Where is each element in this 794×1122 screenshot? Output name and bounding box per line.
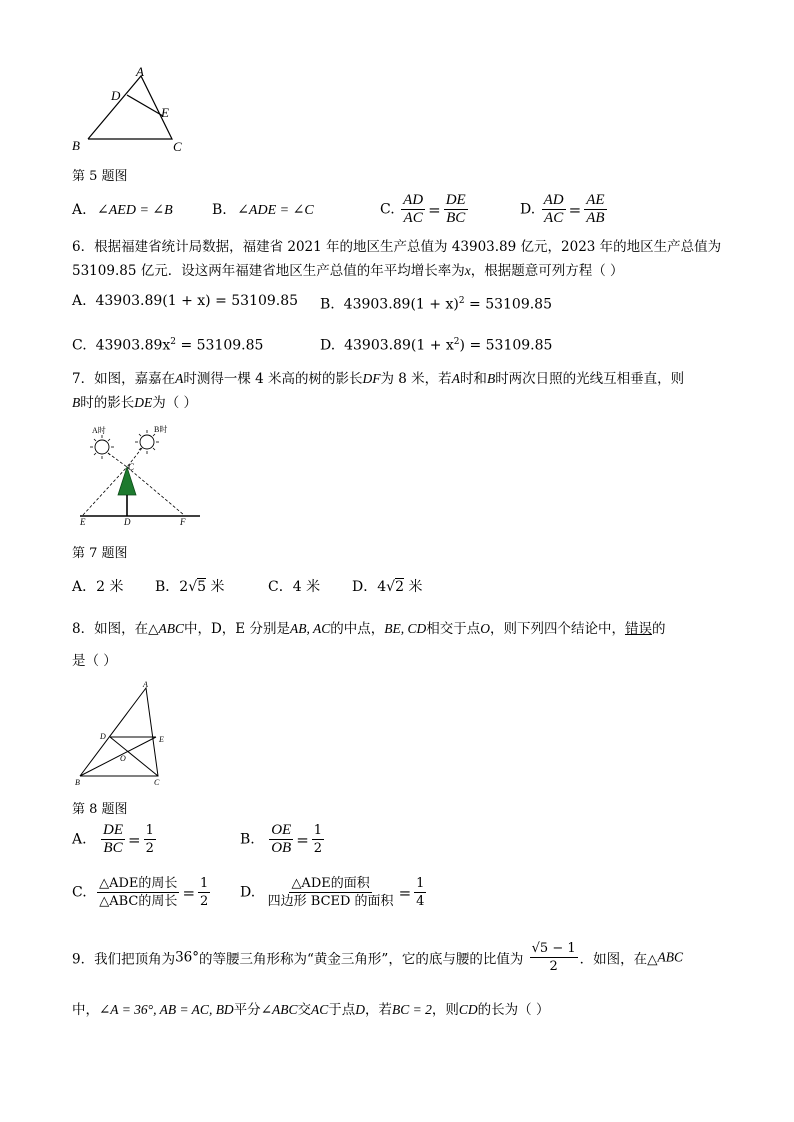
q7-label-C: C [128,462,135,472]
q7-ray-f [127,467,184,515]
q7-option-d: D．4√2 米 [352,579,423,595]
q8-label-O: O [120,754,126,763]
q8-stem-line1: 8．如图，在△ABC中，D，E 分别是AB, AC的中点，BE, CD相交于点O，则下列四个结论中，错误的 [72,621,666,637]
q5-option-c-frac1: $\frac{AD}{AC}$ [403,192,424,226]
q7-figure [70,420,210,530]
q8-label-B: B [75,778,80,787]
q5-label-A: A [136,64,144,79]
q6-option-c: C. $43903.89x^2 = 53109.85$ [72,337,264,354]
q8-figure [70,680,180,790]
q7-option-a: A．2 米 [72,579,124,595]
q7-label-F: F [180,517,186,527]
q8-label-E: E [159,735,164,744]
q5-caption: 第 5 题图 [72,169,128,184]
q8-option-a: A. $\frac{DE}{BC}$ = $\frac{1}{2}$ [72,822,154,856]
sun-a-icon [90,435,114,459]
q8-option-b: B. $\frac{OE}{OB}$ = $\frac{1}{2}$ [240,822,323,856]
q5-option-c-frac2: $\frac{DE}{BC}$ [445,192,466,226]
q6-stem-line2: 53109.85 亿元．设这两年福建省地区生产总值的年平均增长率为x，根据题意可列方程（ ） [72,263,624,279]
q7-label-D: D [124,517,131,527]
sqrt-icon: √ [386,579,396,595]
q8-option-d: D. $\frac{\text{△ADE的面积}}{\text{四边形 BCED 的面积}}$ = $\frac{1}{4}$ [240,876,425,909]
q7-stem-line1: 7．如图，嘉嘉在A时测得一棵 4 米高的树的影长DF为 8 米，若A时和B时两次日照的光线互相垂直，则 [72,371,685,387]
q9-stem-line1: 9．我们把顶角为36°的等腰三角形称为“黄金三角形”，它的底与腰的比值为 $\frac{√5 - 1}{2}$ ．如图，在△ABC [72,941,684,974]
q7-label-E: E [80,517,86,527]
q7-label-sun-b: B时 [154,425,168,434]
q5-option-a-text: ∠AED = ∠B [97,203,173,218]
q8-segment-BE [80,737,156,776]
q5-option-d-label: D. [520,201,536,218]
q8-option-c: C. $\frac{\text{△ADE的周长}}{\text{△ABC的周长}}$ = $\frac{1}{2}$ [72,876,209,909]
q7-stem-line2: B时的影长DE为（ ） [72,395,198,411]
q6-stem-line1: 6．根据福建省统计局数据，福建省 2021 年的地区生产总值为 43903.89 亿元，2023 年的地区生产总值为 [72,239,722,255]
q5-figure [68,64,198,156]
q5-option-a [72,201,173,220]
q9-stem-line2: 中，∠A = 36°, AB = AC, BD平分∠ABC交AC于点D，若BC = 2，则CD的长为（ ） [72,1002,550,1018]
q6-option-d: D. $43903.89(1 + x^2) = 53109.85$ [320,337,553,354]
q5-option-d: D. $\frac{AD}{AC}$ = $\frac{AE}{AB}$ [520,192,605,226]
q8-label-A: A [143,680,148,689]
q5-option-b [212,201,314,220]
q5-segment-DE [127,95,163,116]
q8-label-C: C [154,778,160,787]
q8-stem-line2: 是（ ） [72,653,117,669]
q7-caption: 第 7 题图 [72,546,128,561]
q5-label-C: C [173,139,182,154]
q5-option-d-frac1: $\frac{AD}{AC}$ [543,192,564,226]
q7-option-c: C．4 米 [268,579,321,595]
q7-option-b: B．2√5 米 [155,579,225,595]
q7-label-sun-a: A时 [92,426,106,435]
q5-option-b-label: B. [212,202,227,218]
q5-option-b-text: ∠ADE = ∠C [237,203,314,218]
sqrt-icon: √ [188,579,198,595]
q5-label-E: E [161,105,169,120]
q5-option-c-label: C. [380,201,395,218]
q7-ray-sun-a [108,453,127,467]
q5-label-D: D [111,88,121,103]
q5-option-c: C. $\frac{AD}{AC}$ = $\frac{DE}{BC}$ [380,192,466,226]
q5-option-a-label: A. [72,202,87,218]
q5-label-B: B [72,138,80,153]
q8-caption: 第 8 题图 [72,802,128,817]
q6-option-a: A. 43903.89(1 + x) = 53109.85 [72,293,299,309]
q5-triangle-ABC [88,76,172,139]
q8-label-D: D [100,732,106,741]
q5-option-d-frac2: $\frac{AE}{AB}$ [586,192,605,226]
q6-option-b: B. $43903.89(1 + x)^2 = 53109.85$ [320,296,552,313]
q8-triangle-ABC [80,688,158,776]
